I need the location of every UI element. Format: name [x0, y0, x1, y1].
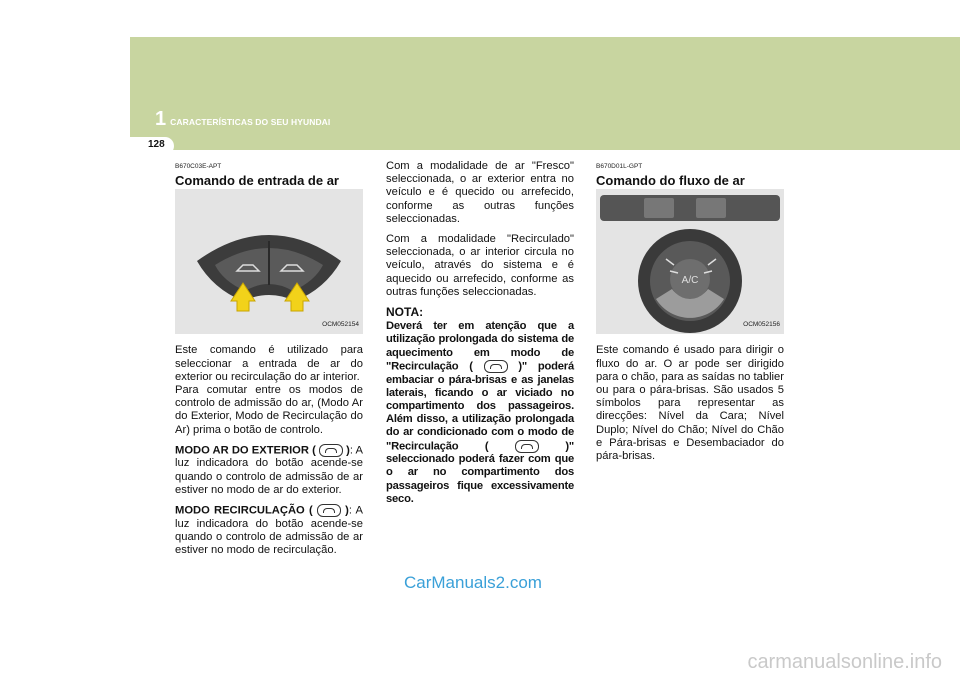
figure-label: OCM052154 [322, 321, 359, 329]
middle-column [386, 160, 574, 513]
section-heading: Comando de entrada de ar [175, 173, 339, 189]
page-number: 128 [148, 139, 165, 150]
note-text-c: )" seleccionado poderá fazer com que o ar no compartimento dos passageiros fique excessivamente seco. [386, 439, 574, 505]
note-text-b: )" poderá embaciar o pára-brisas e as janelas laterais, ficando o ar viciado no compartimento dos passageiros. Além disso, a utilização prolongada do ar condicionado com o modo de "Recirculação ( [386, 360, 574, 452]
outside-air-mode-text: : A luz indicadora do botão acende-se quando o controlo de admissão de ar estiver no modo de ar do exterior. [175, 444, 363, 496]
chapter-title: CARACTERÍSTICAS DO SEU HYUNDAI [170, 117, 331, 127]
recirculation-icon [484, 360, 508, 373]
chapter-number: 1 [155, 108, 167, 130]
note-text [386, 320, 574, 506]
intro-paragraph: Este comando é utilizado para seleccionar a entrada de ar do exterior ou recirculação do ar interior. [175, 344, 363, 383]
airflow-figure [596, 189, 784, 334]
carmanualsonline-watermark[interactable]: carmanualsonline.info [747, 651, 942, 673]
figure-label: OCM052156 [743, 321, 780, 329]
recirculation-mode-text: : A luz indicadora do botão acende-se quando o controlo de admissão de ar estiver no modo de recirculação. [175, 504, 364, 557]
chapter-header [155, 108, 330, 131]
carmanuals-watermark[interactable]: CarManuals2.com [404, 573, 542, 592]
toggle-paragraph: Para comutar entre os modos de controlo de admissão do ar, (Modo Ar do Exterior, Modo de Recirculação do Ar) prima o botão de controlo. [175, 384, 363, 436]
left-column [175, 160, 363, 564]
recirculation-icon [317, 504, 341, 517]
airflow-paragraph: Este comando é usado para dirigir o fluxo do ar. O ar pode ser dirigido para o chão, para as saídas no tablier ou para o pára-brisas. São usados 5 símbolos para representar as direcções: Nível da Cara; Nível Duplo; Nível do Chão; Nível do Chão e Pára-brisas e Desembaciador do pára-brisas. [596, 344, 784, 463]
recirculation-icon [515, 440, 539, 453]
recirculation-mode-close: ) [345, 504, 349, 517]
note-text-a: Deverá ter em atenção que a utilização prolongada do sistema de aquecimento em modo de "Recirculação ( [386, 320, 574, 373]
section-code: B670C03E-APT [175, 163, 222, 170]
recirculated-mode-paragraph: Com a modalidade "Recirculado" seleccionada, o ar interior circula no veículo, através do sistema e é aquecido ou arrefecido, conforme as outras funções seleccionadas. [386, 233, 574, 298]
air-intake-figure [175, 189, 363, 334]
outside-air-mode-close: ) [346, 444, 350, 457]
fresh-mode-paragraph: Com a modalidade de ar "Fresco" seleccionada, o ar exterior entra no veículo e é quecido ou arrefecido, conforme as outras funções seleccionadas. [386, 160, 574, 225]
air-intake-control-illustration [175, 189, 363, 334]
outside-air-mode-title: MODO AR DO EXTERIOR ( [175, 444, 316, 457]
outside-air-mode [175, 444, 363, 497]
airflow-control-illustration [596, 189, 784, 334]
right-column [596, 160, 784, 470]
section-heading: Comando do fluxo de ar [596, 173, 745, 189]
header-band [130, 37, 960, 150]
fresh-air-icon [319, 444, 343, 457]
section-code: B670D01L-GPT [596, 163, 643, 170]
ac-label: A/C [681, 275, 699, 287]
recirculation-mode [175, 504, 363, 557]
note-title: NOTA: [386, 305, 424, 320]
recirculation-mode-title: MODO RECIRCULAÇÃO ( [175, 504, 313, 517]
